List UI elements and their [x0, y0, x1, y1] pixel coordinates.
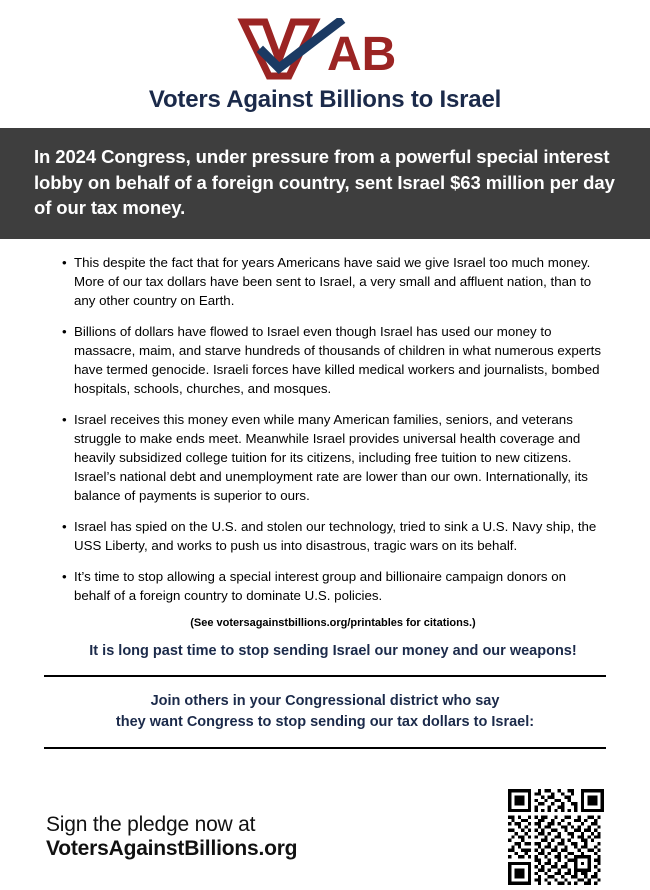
bullet-marker-icon: •: [62, 568, 67, 584]
svg-text:AB: AB: [327, 28, 397, 80]
footer: [0, 749, 650, 885]
tagline: It is long past time to stop sending Israel our money and our weapons!: [89, 642, 577, 659]
logo-container: [0, 0, 650, 80]
list-item-text: Billions of dollars have flowed to Israel even though Israel has used our money to massacre, maim, and starve hundreds of thousands of children in what numerous experts have termed genocide. Israeli forces have killed medical workers and journalists, bombed hospitals, schools, churches, and mosques.: [74, 323, 601, 396]
list-item: [62, 253, 604, 310]
citation-note: (See votersagainstbillions.org/printables for citations.): [190, 616, 476, 629]
pledge-text: [46, 813, 508, 861]
pledge-prefix: Sign the pledge now at: [46, 812, 256, 836]
list-item-text: It’s time to stop allowing a special interest group and billionaire campaign donors on behalf of a foreign country to dominate U.S. policies.: [74, 568, 567, 603]
headline-banner: In 2024 Congress, under pressure from a powerful special interest lobby on behalf of a foreign country, sent Israel $63 million per day of our tax money.: [0, 128, 650, 239]
join-block: [0, 677, 650, 747]
list-item: [62, 322, 604, 398]
bullet-marker-icon: •: [62, 518, 67, 534]
list-item: [62, 567, 604, 605]
page-title: Voters Against Billions to Israel: [148, 86, 502, 113]
list-item-text: This despite the fact that for years Americans have said we give Israel too much money. More of our tax dollars have been sent to Israel, a very small and affluent nation, than to any other country on Earth.: [74, 254, 592, 308]
list-item: [62, 517, 604, 555]
join-line-1: Join others in your Congressional district who say: [150, 692, 500, 709]
bullet-marker-icon: •: [62, 411, 67, 427]
list-item: [62, 410, 604, 505]
bullet-marker-icon: •: [62, 323, 67, 339]
bullet-marker-icon: •: [62, 254, 67, 270]
pledge-domain[interactable]: VotersAgainstBillions.org: [46, 836, 298, 860]
list-item-text: Israel has spied on the U.S. and stolen our technology, tried to sink a U.S. Navy ship, the USS Liberty, and works to push us into disastrous, tragic wars on its behalf.: [74, 518, 597, 553]
join-line-2: they want Congress to stop sending our tax dollars to Israel:: [115, 713, 535, 730]
qr-code[interactable]: [508, 789, 604, 885]
bullet-list: [0, 239, 650, 659]
list-item-text: Israel receives this money even while many American families, seniors, and veterans struggle to make ends meet. Meanwhile Israel provides universal health coverage and heavily subsidized college tuition for its citizens, including free tuition to new citizens. Israel’s national debt and unemployment rate are lower than our own. Internationally, its balance of payments is superior to ours.: [74, 411, 588, 503]
vab-logo: [235, 18, 415, 80]
